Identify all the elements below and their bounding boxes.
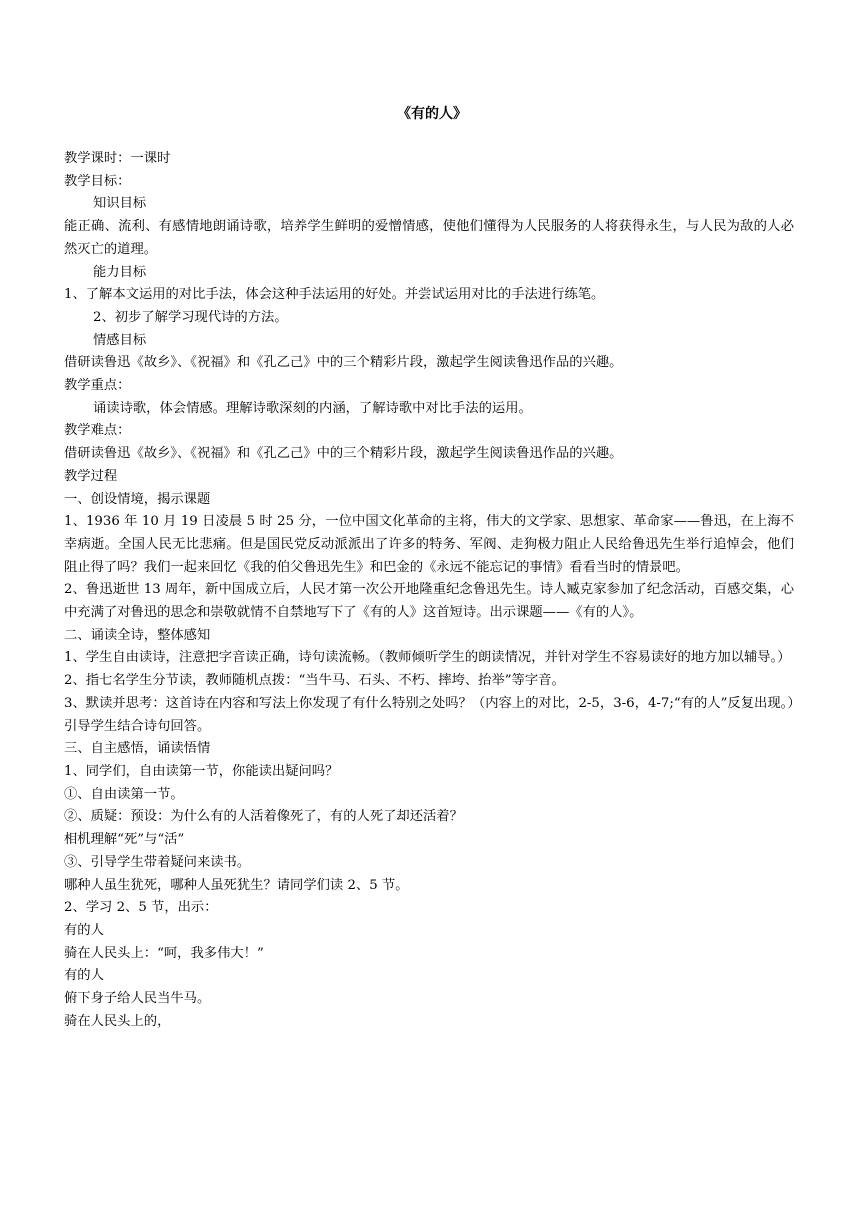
paragraph: 2、学习 2、5 节，出示： [64, 900, 218, 916]
paragraph: 教学重点： [64, 378, 131, 394]
paragraph: ③、引导学生带着疑问来读书。 [64, 854, 251, 870]
document-body [64, 148, 794, 1033]
paragraph: 教学目标： [64, 173, 131, 189]
paragraph: 1、了解本文运用的对比手法，体会这种手法运用的好处。并尝试运用对比的手法进行练笔。 [64, 287, 605, 303]
document-title: 《有的人》 [397, 106, 467, 122]
paragraph: 2、鲁迅逝世 13 周年，新中国成立后，人民才第一次公开地隆重纪念鲁迅先生。诗人臧克家参加了纪念活动，百感交集，心中充满了对鲁迅的思念和崇敬就情不自禁地写下了《有的人》这首短诗。出示课题——《有的人》。 [64, 582, 794, 621]
paragraph: 情感目标 [93, 332, 147, 348]
paragraph: 骑在人民头上的， [64, 1013, 171, 1029]
paragraph: 借研读鲁迅《故乡》、《祝福》和《孔乙己》中的三个精彩片段，激起学生阅读鲁迅作品的兴趣。 [64, 446, 623, 462]
paragraph: 能力目标 [93, 264, 147, 280]
paragraph: 俯下身子给人民当牛马。 [64, 991, 211, 1007]
paragraph: 教学过程 [64, 468, 118, 484]
paragraph: 3、默读并思考：这首诗在内容和写法上你发现了有什么特别之处吗？（内容上的对比，2-5，3-6，4-7;“有的人”反复出现。）引导学生结合诗句回答。 [64, 695, 794, 734]
paragraph: 1、学生自由读诗，注意把字音读正确，诗句读流畅。（教师倾听学生的朗读情况，并针对学生不容易读好的地方加以辅导。） [64, 650, 791, 666]
paragraph: 2、指七名学生分节读，教师随机点拨：“当牛马、石头、不朽、摔垮、抬举”等字音。 [64, 673, 565, 689]
document-page [64, 103, 794, 1033]
paragraph: 相机理解“死”与“活” [64, 832, 185, 848]
paragraph: 1、同学们，自由读第一节，你能读出疑问吗？ [64, 763, 339, 779]
paragraph: 能正确、流利、有感情地朗诵诗歌，培养学生鲜明的爱憎情感，使他们懂得为人民服务的人将获得永生，与人民为敌的人必然灭亡的道理。 [64, 219, 794, 257]
paragraph: 一、创设情境，揭示课题 [64, 491, 211, 507]
paragraph: 2、初步了解学习现代诗的方法。 [93, 309, 288, 325]
paragraph: 有的人 [64, 968, 104, 984]
paragraph: 1、1936 年 10 月 19 日凌晨 5 时 25 分，一位中国文化革命的主将，伟大的文学家、思想家、革命家——鲁迅，在上海不幸病逝。全国人民无比悲痛。但是国民党反动派派出了许多的特务、军阀、走狗极力阻止人民给鲁迅先生举行追悼会，他们阻止得了吗？我们一起来回忆《我的伯父鲁迅先生》和巴金的《永远不能忘记的事情》看看当时的情景吧。 [64, 514, 794, 575]
paragraph: 三、自主感悟，诵读悟情 [64, 741, 211, 757]
paragraph: 有的人 [64, 922, 104, 938]
paragraph: 二、诵读全诗，整体感知 [64, 627, 211, 643]
paragraph: 哪种人虽生犹死，哪种人虽死犹生？请同学们读 2、5 节。 [64, 877, 409, 893]
paragraph: 教学难点： [64, 423, 131, 439]
paragraph: 借研读鲁迅《故乡》、《祝福》和《孔乙己》中的三个精彩片段，激起学生阅读鲁迅作品的兴趣。 [64, 355, 623, 371]
paragraph: 教学课时：一课时 [64, 151, 171, 166]
paragraph: 诵读诗歌，体会情感。理解诗歌深刻的内涵，了解诗歌中对比手法的运用。 [93, 400, 532, 416]
paragraph: 骑在人民头上：“呵，我多伟大！” [64, 945, 264, 961]
paragraph: ①、自由读第一节。 [64, 786, 184, 802]
paragraph: 知识目标 [93, 196, 147, 212]
paragraph: ②、质疑：预设：为什么有的人活着像死了，有的人死了却还活着？ [64, 809, 463, 825]
